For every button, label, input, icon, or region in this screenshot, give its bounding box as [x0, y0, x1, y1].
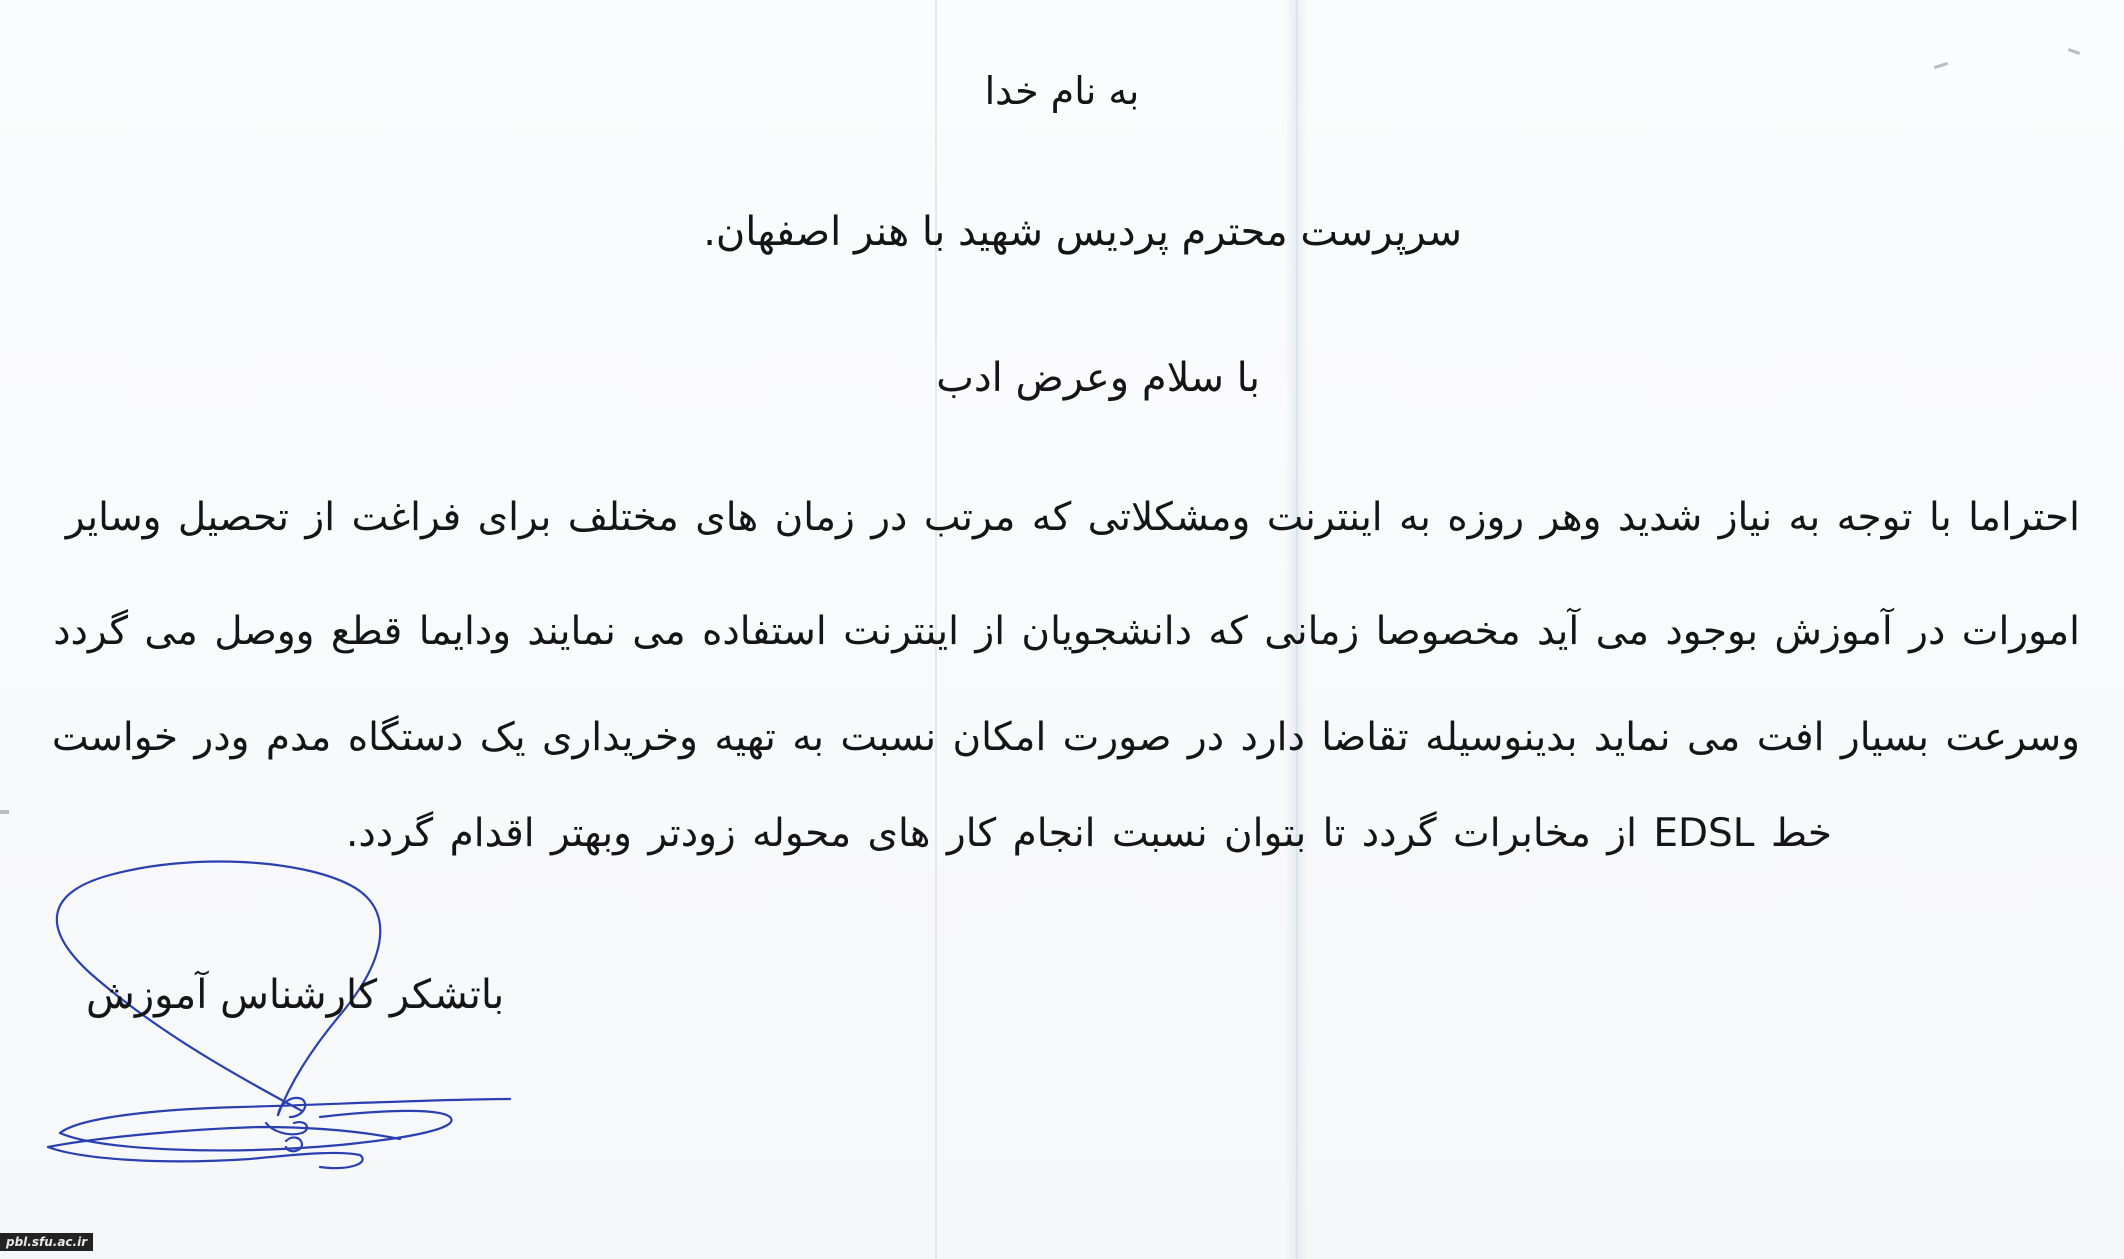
- paper-mark: [0, 810, 9, 814]
- letter-recipient: سرپرست محترم پردیس شهید با هنر اصفهان.: [703, 209, 1462, 255]
- letter-body-line: خط EDSL از مخابرات گردد تا بتوان نسبت انجام کار های محوله زودتر وبهتر اقدام گردد.: [346, 811, 1832, 856]
- paper-mark: [2068, 48, 2080, 55]
- site-watermark: pbl.sfu.ac.ir: [0, 1233, 93, 1251]
- letter-greeting: به نام خدا: [984, 69, 1140, 113]
- letter-body-line: امورات در آموزش بوجود می آید مخصوصا زمانی که دانشجویان از اینترنت استفاده می نمایند ودایما قطع ووصل می گردد: [53, 609, 2080, 654]
- letter-body-line: احتراما با توجه به نیاز شدید وهر روزه به اینترنت ومشکلاتی که مرتب در زمان های مختلف برای فراغت از تحصیل وسایر: [65, 495, 2080, 540]
- paper-mark: [1934, 62, 1948, 69]
- letter-signer: باتشکر کارشناس آموزش: [86, 972, 505, 1018]
- letter-salutation: با سلام وعرض ادب: [936, 355, 1260, 401]
- letter-body-line: وسرعت بسیار افت می نماید بدینوسیله تقاضا دارد در صورت امکان نسبت به تهیه وخریداری یک دستگاه مدم ودر خواست: [51, 715, 2080, 760]
